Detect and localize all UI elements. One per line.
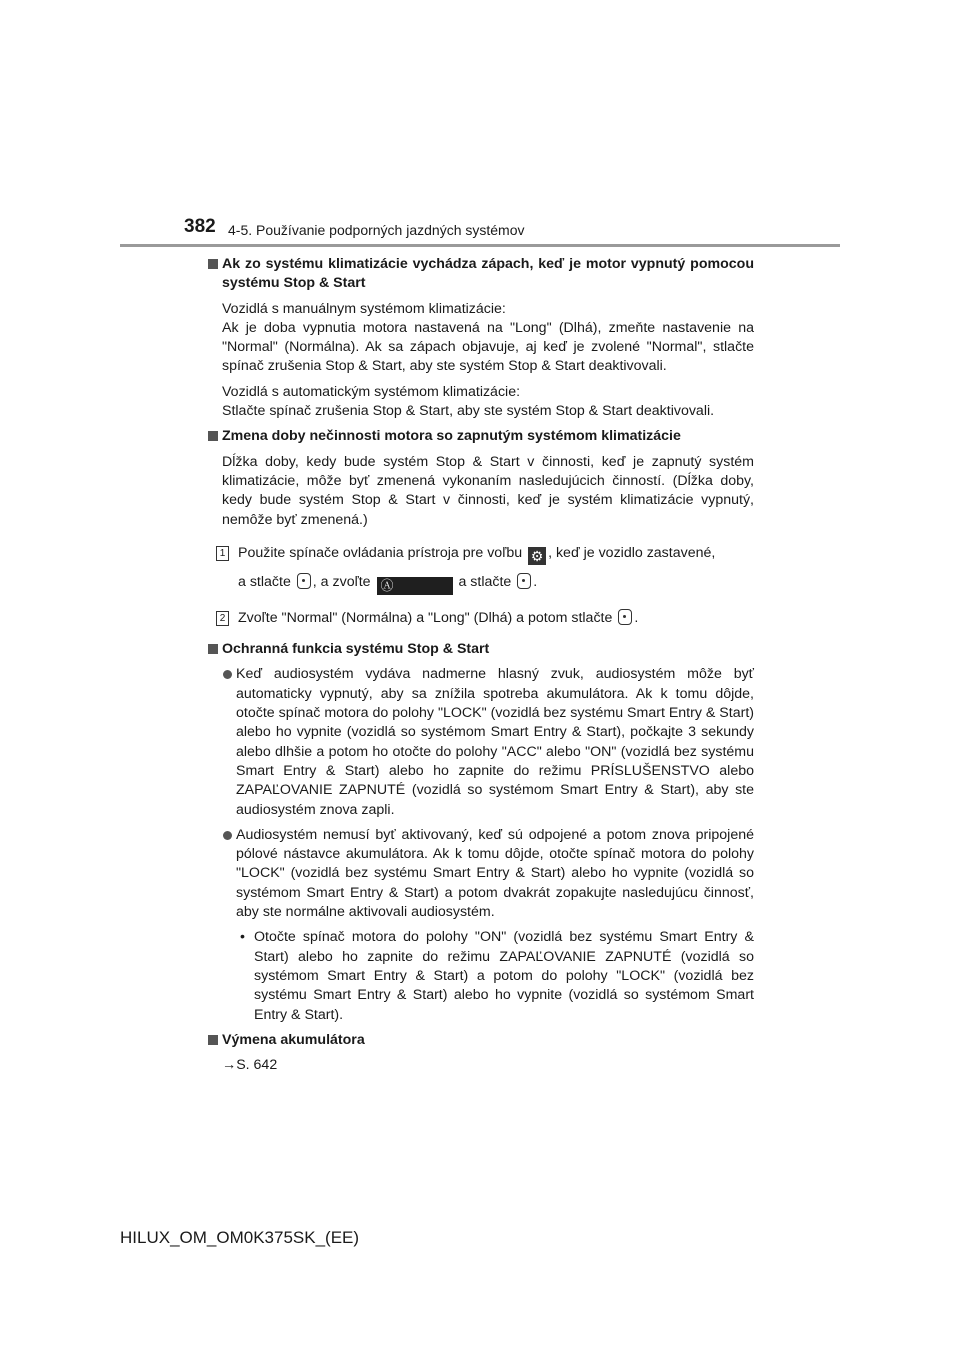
enter-button-icon bbox=[517, 573, 531, 589]
step-text: . bbox=[533, 573, 538, 590]
step-text: a stlačte bbox=[458, 573, 512, 590]
settings-gear-icon: ⚙ bbox=[528, 547, 546, 565]
paragraph-manual-ac bbox=[222, 300, 754, 377]
page-content bbox=[208, 255, 754, 1075]
stop-start-menu-icon: Ⓐ bbox=[377, 577, 453, 595]
step-text: Použite spínače ovládania prístroja pre voľbu bbox=[238, 544, 523, 561]
heading-battery: Výmena akumulátora bbox=[208, 1031, 754, 1050]
heading-idle-time: Zmena doby nečinnosti motora so zapnutým systémom klimatizácie bbox=[208, 427, 754, 446]
step-number: 1 bbox=[216, 546, 229, 561]
sub-bullet-mark: • bbox=[240, 929, 245, 946]
auto-ac-label: Vozidlá s automatickým systémom klimatizácie: bbox=[222, 383, 521, 400]
step-2 bbox=[219, 609, 754, 628]
bullet-audio-reconnect: Audiosystém nemusí byť aktivovaný, keď sú odpojené a potom znova pripojené pólové nástavce akumulátora. Ak k tomu dôjde, otočte spínač motora do polohy "LOCK" (vozidlá bez systému Smart Entry & Start) alebo ho vypnite (vozidlá so systémom Smart Entry & Start) a potom dvakrát zopakujte nasledujúcu činnosť, aby ste normálne aktivovali audiosystém. bbox=[222, 826, 754, 922]
enter-button-icon bbox=[297, 573, 311, 589]
step-1 bbox=[219, 544, 754, 595]
bullet-audio-off: Keď audiosystém vydáva nadmerne hlasný zvuk, audiosystém môže byť automaticky vypnutý, aby sa znížila spotreba akumulátora. Ak k tomu dôjde, otočte spínač motora do polohy "LOCK" (vozidlá bez systému Smart Entry & Start) alebo ho vypnite (vozidlá so systémom Smart Entry & Start), počkajte 3 sekundy alebo dlhšie a potom ho otočte do polohy "ACC" alebo "ON" (vozidlá bez systému Smart Entry & Start) alebo ho zapnite do režimu PRÍSLUŠENSTVO alebo ZAPAĽOVANIE ZAPNUTÉ (vozidlá so systémom Smart Entry & Start), aby ste audiosystém znova zapli. bbox=[222, 665, 754, 819]
paragraph-auto-ac bbox=[222, 383, 754, 422]
step-1-line-2 bbox=[238, 573, 754, 595]
step-text: a stlačte bbox=[238, 573, 291, 590]
enter-button-icon bbox=[618, 609, 632, 625]
manual-ac-label: Vozidlá s manuálnym systémom klimatizácie: bbox=[222, 300, 506, 317]
sub-bullet-procedure bbox=[236, 928, 754, 1024]
page-number: 382 bbox=[184, 216, 216, 237]
section-title: 4-5. Používanie podporných jazdných systémov bbox=[228, 222, 525, 238]
step-text: , a zvoľte bbox=[312, 573, 371, 590]
heading-odor: Ak zo systému klimatizácie vychádza zápach, keď je motor vypnutý pomocou systému Stop & Start bbox=[208, 255, 754, 294]
paragraph-idle-time: Dĺžka doby, kedy bude systém Stop & Start v činnosti, keď je zapnutý systém klimatizácie, môže byť zmenená vykonaním nasledujúcich činností. (Dĺžka doby, kedy bude systém Stop & Start v činnosti, keď je systém klimatizácie vypnutý, nemôže byť zmenená.) bbox=[222, 453, 754, 528]
step-text: , keď je vozidlo zastavené, bbox=[548, 544, 716, 561]
page-reference-link[interactable]: →S. 642 bbox=[222, 1057, 278, 1074]
heading-protection: Ochranná funkcia systému Stop & Start bbox=[208, 640, 754, 659]
step-text: Zvoľte "Normal" (Normálna) a "Long" (Dlhá) a potom stlačte bbox=[238, 609, 613, 626]
auto-ac-text: Stlačte spínač zrušenia Stop & Start, aby ste systém Stop & Start deaktivovali. bbox=[222, 403, 715, 420]
sub-bullet-text: Otočte spínač motora do polohy "ON" (vozidlá bez systému Smart Entry & Start) alebo ho zapnite do režimu ZAPAĽOVANIE ZAPNUTÉ (vozidlá so systémom Smart Entry & Start) a potom do polohy "LOCK" (vozidlá bez systému Smart Entry & Start) alebo ho vypnite (vozidlá so systémom Smart Entry & Start). bbox=[254, 929, 754, 1023]
step-text: . bbox=[634, 609, 639, 626]
header-divider bbox=[120, 244, 840, 247]
step-number: 2 bbox=[216, 611, 229, 626]
manual-ac-text: Ak je doba vypnutia motora nastavená na "Long" (Dlhá), zmeňte nastavenie na "Normal" (Normálna). Ak sa zápach objavuje, aj keď je zvolené "Normal", stlačte spínač zrušenia Stop & Start, aby ste systém Stop & Start deaktivovali. bbox=[222, 319, 754, 375]
footer-code: HILUX_OM_OM0K375SK_(EE) bbox=[120, 1228, 360, 1247]
